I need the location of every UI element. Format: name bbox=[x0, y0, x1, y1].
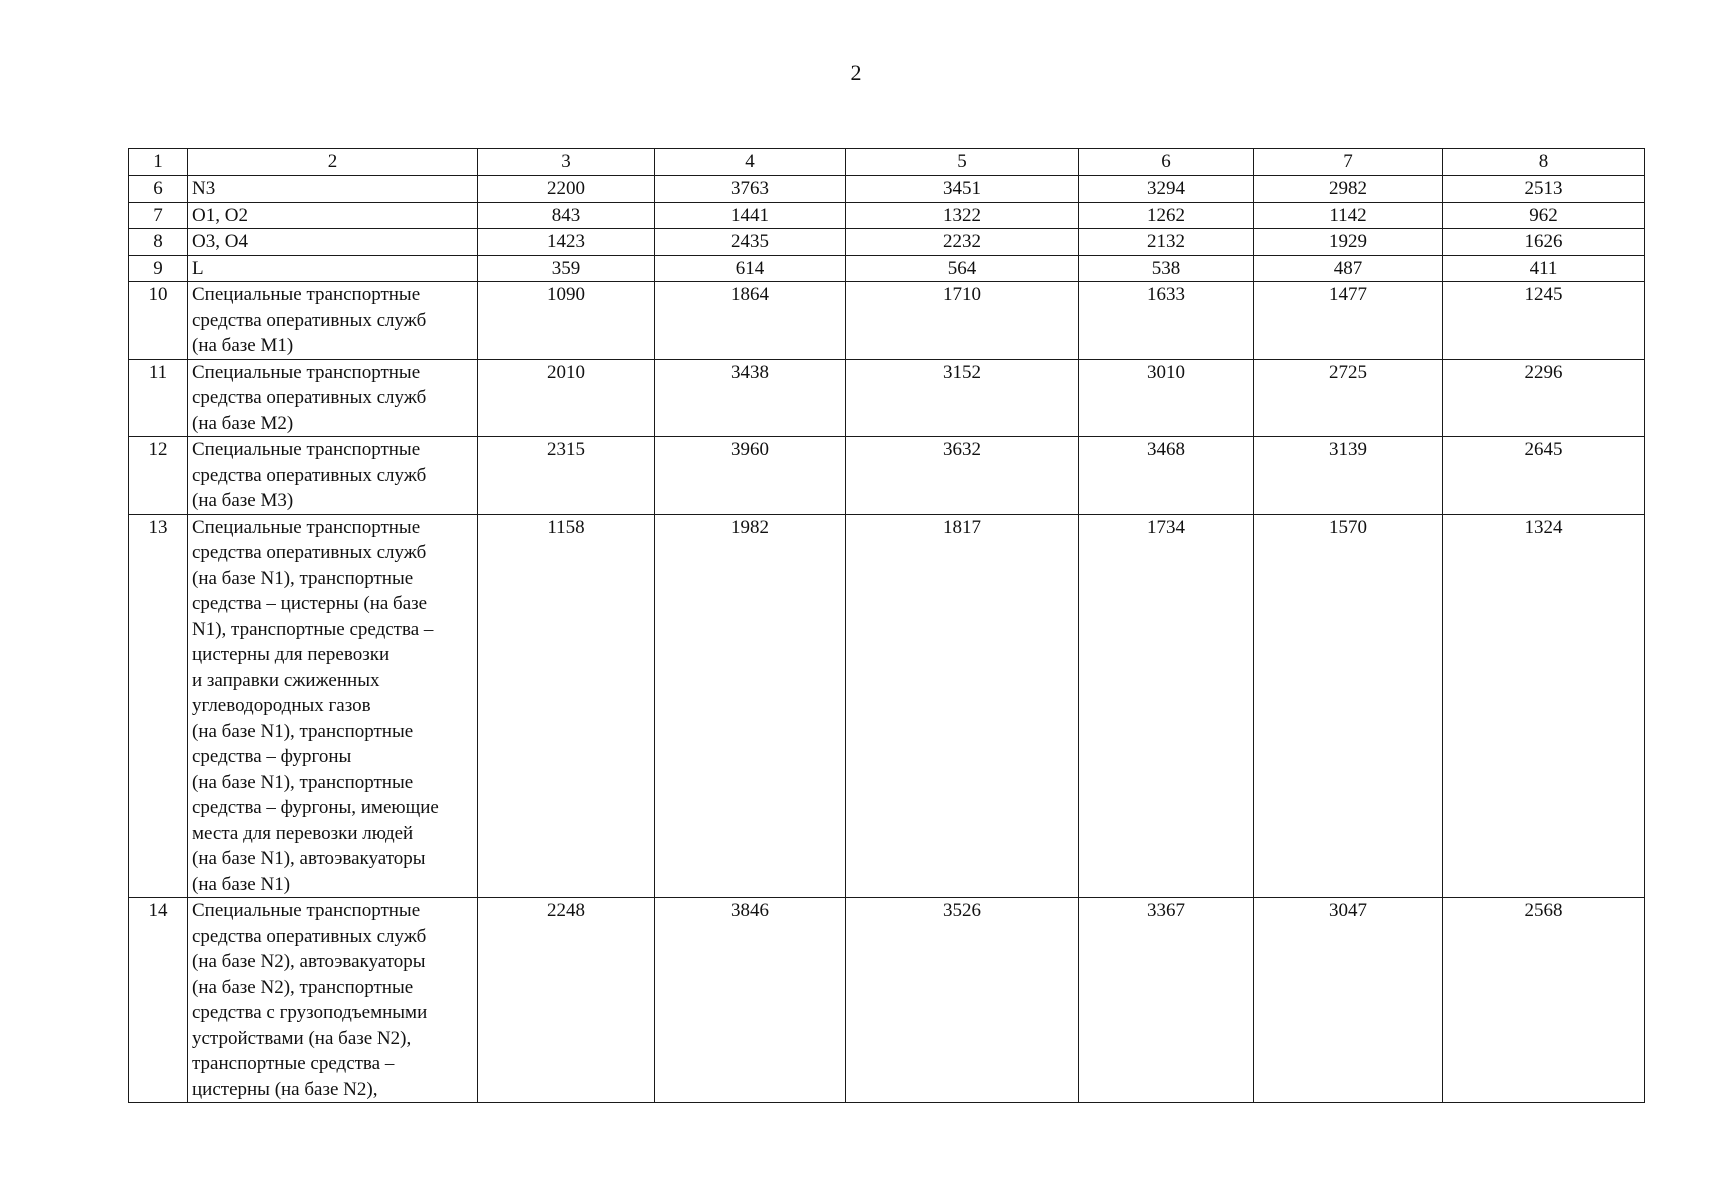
value-cell: 1864 bbox=[655, 282, 846, 360]
table-row bbox=[129, 282, 1645, 360]
category-line: Специальные транспортные bbox=[192, 361, 421, 383]
value-cell: 2435 bbox=[655, 229, 846, 256]
value-cell: 1817 bbox=[846, 514, 1079, 898]
table-row bbox=[129, 898, 1645, 1103]
value-cell: 3294 bbox=[1079, 176, 1254, 203]
category-line: (на базе N2), транспортные bbox=[192, 976, 414, 998]
value-cell: 2513 bbox=[1443, 176, 1645, 203]
category-line: средства оперативных служб bbox=[192, 542, 427, 563]
category-line: цистерны (на базе N2), bbox=[192, 1078, 378, 1100]
table-row bbox=[129, 202, 1645, 229]
header-cell: 2 bbox=[188, 149, 478, 176]
category-line: Специальные транспортные bbox=[192, 439, 421, 460]
category-line: транспортные средства – bbox=[192, 1053, 395, 1074]
category-line: средства оперативных служб bbox=[192, 925, 427, 947]
category-line: средства оперативных служб bbox=[192, 464, 427, 486]
category-line: Специальные транспортные bbox=[192, 900, 421, 921]
vehicle-category bbox=[188, 282, 478, 360]
category-line: (на базе N1) bbox=[192, 873, 291, 895]
row-number: 7 bbox=[129, 202, 188, 229]
value-cell: 3047 bbox=[1254, 898, 1443, 1103]
value-cell: 614 bbox=[655, 255, 846, 282]
value-cell: 1982 bbox=[655, 514, 846, 898]
value-cell: 3451 bbox=[846, 176, 1079, 203]
category-line: средства – фургоны bbox=[192, 746, 352, 767]
value-cell: 1441 bbox=[655, 202, 846, 229]
value-cell: 3139 bbox=[1254, 437, 1443, 515]
category-line: (на базе N1), транспортные bbox=[192, 771, 414, 793]
value-cell: 2248 bbox=[478, 898, 655, 1103]
header-cell: 5 bbox=[846, 149, 1079, 176]
row-number: 9 bbox=[129, 255, 188, 282]
value-cell: 411 bbox=[1443, 255, 1645, 282]
header-cell: 7 bbox=[1254, 149, 1443, 176]
value-cell: 1245 bbox=[1443, 282, 1645, 360]
category-line: (на базе N2), автоэвакуаторы bbox=[192, 951, 426, 972]
header-cell: 4 bbox=[655, 149, 846, 176]
header-cell: 8 bbox=[1443, 149, 1645, 176]
table-row bbox=[129, 359, 1645, 437]
category-line: (на базе N1), транспортные bbox=[192, 720, 414, 742]
table-header-row bbox=[129, 149, 1645, 176]
value-cell: 3846 bbox=[655, 898, 846, 1103]
value-cell: 1734 bbox=[1079, 514, 1254, 898]
value-cell: 487 bbox=[1254, 255, 1443, 282]
value-cell: 3010 bbox=[1079, 359, 1254, 437]
row-number: 11 bbox=[129, 359, 188, 437]
category-line: N1), транспортные средства – bbox=[192, 618, 434, 640]
value-cell: 1929 bbox=[1254, 229, 1443, 256]
category-line: цистерны для перевозки bbox=[192, 644, 390, 665]
value-cell: 1570 bbox=[1254, 514, 1443, 898]
header-cell: 6 bbox=[1079, 149, 1254, 176]
value-cell: 3438 bbox=[655, 359, 846, 437]
value-cell: 2645 bbox=[1443, 437, 1645, 515]
value-cell: 3526 bbox=[846, 898, 1079, 1103]
category-line: средства оперативных служб bbox=[192, 309, 427, 331]
row-number: 14 bbox=[129, 898, 188, 1103]
category-line: средства – фургоны, имеющие bbox=[192, 797, 439, 818]
category-line: средства оперативных служб bbox=[192, 387, 427, 408]
value-cell: 564 bbox=[846, 255, 1079, 282]
table-row bbox=[129, 176, 1645, 203]
header-cell: 1 bbox=[129, 149, 188, 176]
category-line: (на базе M3) bbox=[192, 490, 294, 511]
page-number: 2 bbox=[850, 60, 862, 85]
category-line: средства – цистерны (на базе bbox=[192, 593, 428, 614]
value-cell: 843 bbox=[478, 202, 655, 229]
value-cell: 1626 bbox=[1443, 229, 1645, 256]
value-cell: 1324 bbox=[1443, 514, 1645, 898]
header-cell: 3 bbox=[478, 149, 655, 176]
value-cell: 1158 bbox=[478, 514, 655, 898]
vehicle-category bbox=[188, 898, 478, 1103]
value-cell: 962 bbox=[1443, 202, 1645, 229]
table-row bbox=[129, 255, 1645, 282]
value-cell: 3367 bbox=[1079, 898, 1254, 1103]
category-line: Специальные транспортные bbox=[192, 284, 421, 305]
category-line: углеводородных газов bbox=[192, 695, 371, 716]
value-cell: 1262 bbox=[1079, 202, 1254, 229]
category-line: (на базе M2) bbox=[192, 412, 294, 434]
vehicle-category bbox=[188, 514, 478, 898]
row-number: 10 bbox=[129, 282, 188, 360]
value-cell: 3468 bbox=[1079, 437, 1254, 515]
row-number: 13 bbox=[129, 514, 188, 898]
value-cell: 2315 bbox=[478, 437, 655, 515]
value-cell: 2725 bbox=[1254, 359, 1443, 437]
vehicle-category: L bbox=[188, 255, 478, 282]
value-cell: 2132 bbox=[1079, 229, 1254, 256]
value-cell: 3152 bbox=[846, 359, 1079, 437]
category-line: и заправки сжиженных bbox=[192, 669, 380, 691]
category-line: места для перевозки людей bbox=[192, 822, 414, 844]
rates-table bbox=[128, 148, 1645, 1103]
value-cell: 2200 bbox=[478, 176, 655, 203]
value-cell: 538 bbox=[1079, 255, 1254, 282]
vehicle-category: O1, O2 bbox=[188, 202, 478, 229]
vehicle-category: N3 bbox=[188, 176, 478, 203]
value-cell: 1423 bbox=[478, 229, 655, 256]
value-cell: 3960 bbox=[655, 437, 846, 515]
table-row bbox=[129, 229, 1645, 256]
category-line: средства с грузоподъемными bbox=[192, 1002, 428, 1023]
row-number: 6 bbox=[129, 176, 188, 203]
category-line: (на базе N1), транспортные bbox=[192, 567, 414, 589]
category-line: (на базе M1) bbox=[192, 335, 294, 356]
value-cell: 2010 bbox=[478, 359, 655, 437]
row-number: 12 bbox=[129, 437, 188, 515]
value-cell: 1633 bbox=[1079, 282, 1254, 360]
vehicle-category bbox=[188, 359, 478, 437]
category-line: Специальные транспортные bbox=[192, 516, 421, 538]
value-cell: 3632 bbox=[846, 437, 1079, 515]
value-cell: 1710 bbox=[846, 282, 1079, 360]
value-cell: 359 bbox=[478, 255, 655, 282]
value-cell: 2568 bbox=[1443, 898, 1645, 1103]
table-row bbox=[129, 437, 1645, 515]
value-cell: 2296 bbox=[1443, 359, 1645, 437]
value-cell: 1090 bbox=[478, 282, 655, 360]
value-cell: 2982 bbox=[1254, 176, 1443, 203]
category-line: устройствами (на базе N2), bbox=[192, 1027, 412, 1049]
row-number: 8 bbox=[129, 229, 188, 256]
vehicle-category: O3, O4 bbox=[188, 229, 478, 256]
table-row bbox=[129, 514, 1645, 898]
value-cell: 1142 bbox=[1254, 202, 1443, 229]
vehicle-category bbox=[188, 437, 478, 515]
value-cell: 2232 bbox=[846, 229, 1079, 256]
value-cell: 3763 bbox=[655, 176, 846, 203]
value-cell: 1477 bbox=[1254, 282, 1443, 360]
category-line: (на базе N1), автоэвакуаторы bbox=[192, 848, 426, 869]
value-cell: 1322 bbox=[846, 202, 1079, 229]
